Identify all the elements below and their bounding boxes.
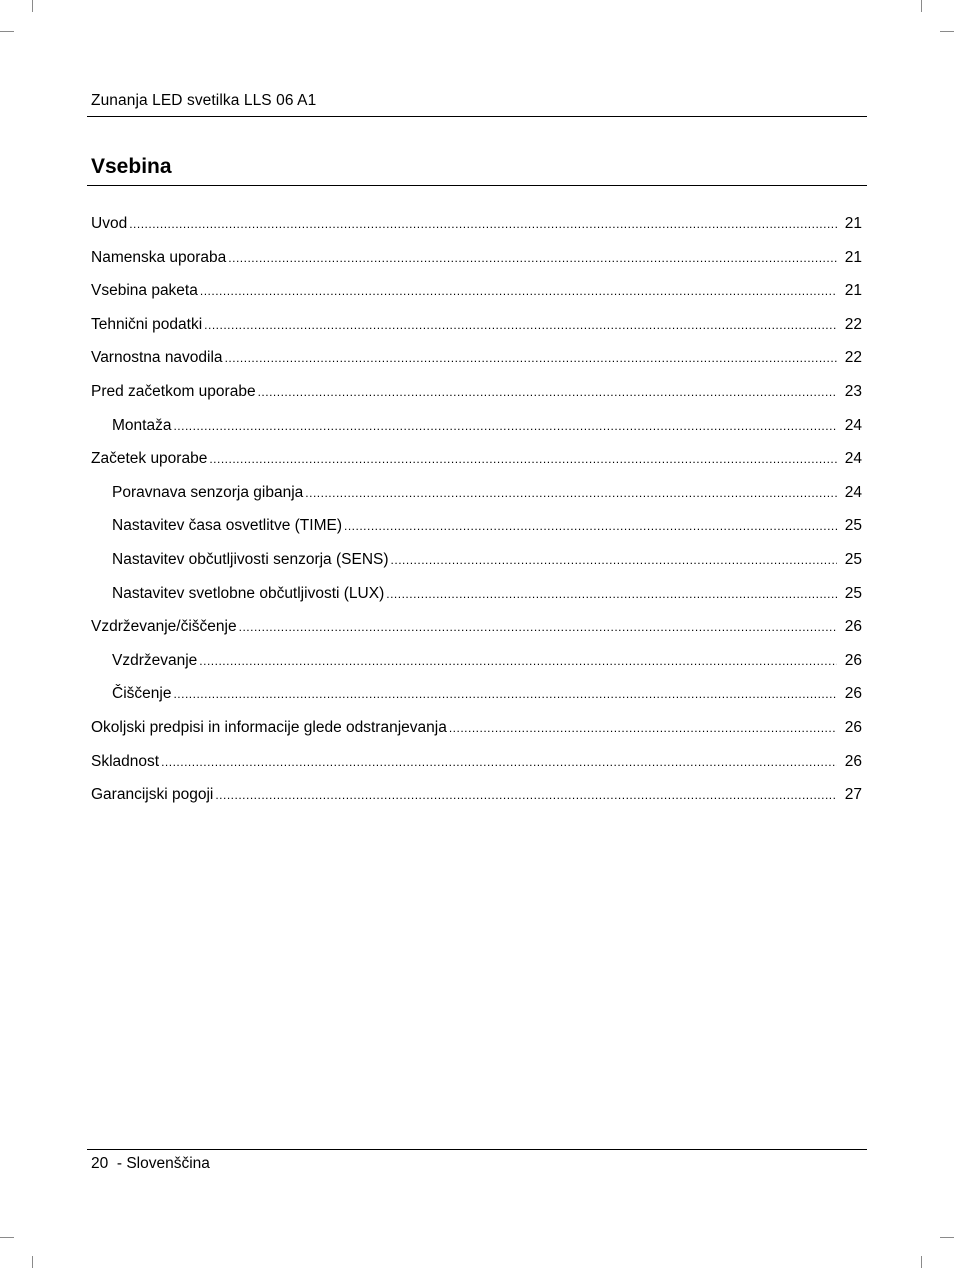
toc-entry-label: Nastavitev občutljivosti senzorja (SENS) <box>112 550 389 568</box>
toc-entry-label: Okoljski predpisi in informacije glede odstranjevanja <box>91 718 447 736</box>
toc-entry-page: 21 <box>844 215 862 232</box>
toc-title: Vsebina <box>91 155 172 178</box>
running-header: Zunanja LED svetilka LLS 06 A1 <box>91 92 317 109</box>
toc-entry-page: 26 <box>844 718 862 736</box>
table-of-contents <box>91 211 862 816</box>
crop-mark <box>0 1237 14 1238</box>
toc-entry-page: 21 <box>844 248 862 266</box>
crop-mark <box>921 0 922 12</box>
toc-entry-label: Skladnost <box>91 752 160 770</box>
toc-entry[interactable] <box>91 245 862 279</box>
toc-entry-page: 26 <box>844 651 862 669</box>
toc-entry-page: 24 <box>844 416 862 434</box>
dot-leader <box>199 648 837 674</box>
dot-leader <box>204 312 837 338</box>
crop-mark <box>940 31 954 32</box>
toc-entry[interactable] <box>91 379 862 413</box>
dot-leader <box>305 480 837 506</box>
toc-entry-label: Začetek uporabe <box>91 450 208 468</box>
toc-entry-page: 26 <box>844 752 862 770</box>
toc-entry[interactable] <box>91 715 862 749</box>
toc-entry[interactable] <box>91 345 862 379</box>
toc-entry-label: Namenska uporaba <box>91 248 227 266</box>
toc-entry-page: 26 <box>844 618 862 636</box>
toc-entry-page: 25 <box>844 517 862 535</box>
toc-entry[interactable] <box>91 581 862 615</box>
footer-page-number: 20 <box>91 1155 109 1172</box>
header-divider <box>87 116 867 117</box>
toc-entry-label: Vzdrževanje/čiščenje <box>91 618 237 636</box>
dot-leader <box>344 513 837 539</box>
footer-language: Slovenščina <box>126 1155 210 1172</box>
toc-entry[interactable] <box>91 782 862 816</box>
toc-entry-page: 27 <box>844 786 862 804</box>
crop-mark <box>940 1237 954 1238</box>
toc-entry-page: 24 <box>844 483 862 501</box>
toc-entry-label: Vsebina paketa <box>91 282 198 300</box>
toc-entry-page: 26 <box>844 685 862 703</box>
toc-entry-page: 21 <box>844 282 862 300</box>
dot-leader <box>239 614 837 640</box>
toc-entry-page: 24 <box>844 450 862 468</box>
toc-entry[interactable] <box>91 312 862 346</box>
crop-mark <box>921 1256 922 1268</box>
dot-leader <box>386 581 837 607</box>
dot-leader <box>161 749 837 775</box>
crop-mark <box>32 1256 33 1268</box>
toc-entry-label: Nastavitev časa osvetlitve (TIME) <box>112 517 342 535</box>
toc-entry-page: 22 <box>844 349 862 367</box>
dot-leader <box>258 379 837 405</box>
dot-leader <box>200 278 837 304</box>
toc-entry-label: Vzdrževanje <box>112 651 198 669</box>
dot-leader <box>129 211 837 237</box>
dot-leader <box>173 681 837 707</box>
toc-entry[interactable] <box>91 681 862 715</box>
toc-entry[interactable] <box>91 480 862 514</box>
toc-entry-label: Nastavitev svetlobne občutljivosti (LUX) <box>112 584 385 602</box>
toc-entry[interactable] <box>91 513 862 547</box>
toc-entry[interactable] <box>91 614 862 648</box>
toc-entry-page: 25 <box>844 584 862 602</box>
toc-entry[interactable] <box>91 278 862 312</box>
toc-entry[interactable] <box>91 749 862 783</box>
crop-mark <box>0 31 14 32</box>
toc-entry-label: Čiščenje <box>112 685 172 703</box>
toc-entry-label: Tehnični podatki <box>91 315 203 333</box>
toc-entry-page: 23 <box>844 382 862 400</box>
toc-entry[interactable] <box>91 446 862 480</box>
toc-entry-page: 22 <box>844 315 862 333</box>
dot-leader <box>209 446 837 472</box>
dot-leader <box>391 547 837 573</box>
title-divider <box>87 185 867 186</box>
toc-entry[interactable] <box>91 547 862 581</box>
toc-entry[interactable] <box>91 648 862 682</box>
toc-entry-page: 25 <box>844 550 862 568</box>
dot-leader <box>449 715 837 741</box>
toc-entry[interactable] <box>91 413 862 447</box>
crop-mark <box>32 0 33 12</box>
toc-entry[interactable] <box>91 211 862 245</box>
toc-entry-label: Pred začetkom uporabe <box>91 382 256 400</box>
page-footer: 20 - Slovenščina <box>91 1155 210 1172</box>
toc-entry-label: Uvod <box>91 215 128 232</box>
dot-leader <box>225 345 837 371</box>
dot-leader <box>215 782 837 808</box>
toc-entry-label: Montaža <box>112 416 172 434</box>
toc-entry-label: Garancijski pogoji <box>91 786 214 804</box>
dot-leader <box>228 245 837 271</box>
toc-entry-label: Poravnava senzorja gibanja <box>112 483 304 501</box>
footer-divider <box>87 1149 867 1150</box>
dot-leader <box>173 413 837 439</box>
toc-entry-label: Varnostna navodila <box>91 349 223 367</box>
